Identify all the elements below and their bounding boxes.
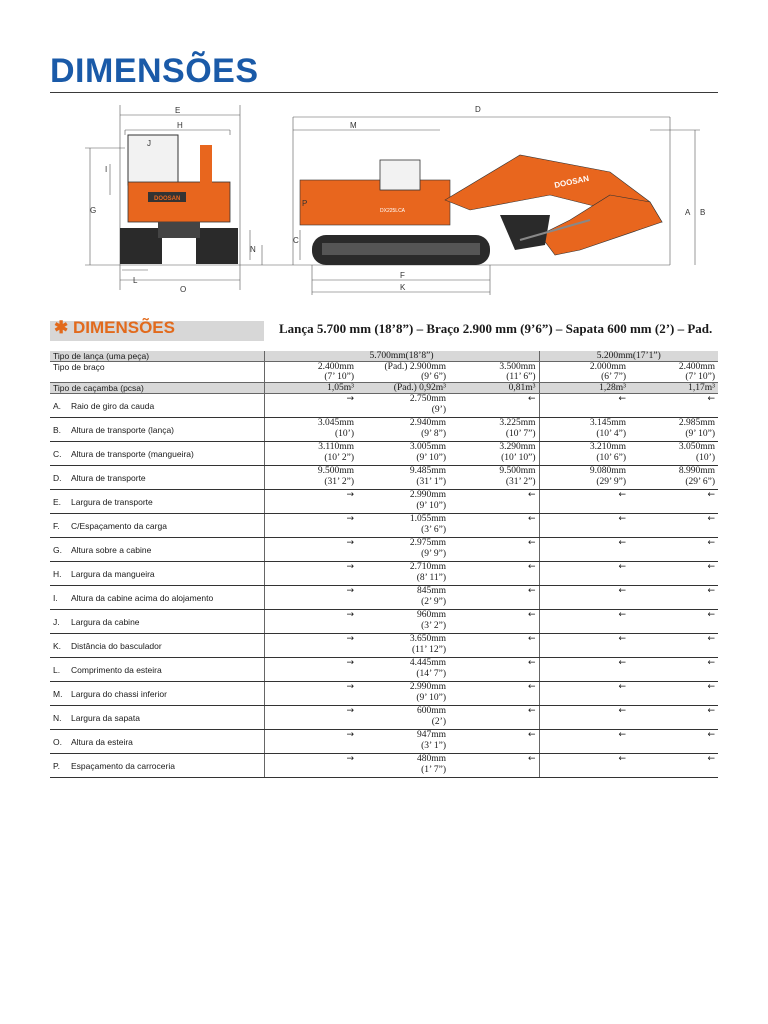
dimension-name: C/Espaçamento da carga (71, 520, 167, 531)
dimension-marker-b: B (700, 208, 706, 217)
value-imperial: (10’) (335, 429, 354, 439)
dimensions-table (50, 351, 718, 778)
dimension-letter: C. (53, 448, 62, 459)
value-imperial: (10’ 4”) (596, 429, 627, 439)
same-value-right-arrow-icon: → (264, 658, 357, 682)
dimension-value (629, 442, 718, 466)
dimension-label (50, 610, 264, 634)
same-value-left-arrow-icon: ← (629, 538, 718, 562)
dimension-letter: H. (53, 568, 62, 579)
bucket-capacity: 1,28m³ (539, 383, 629, 394)
boom-type-a: 5.700mm(18’8”) (264, 351, 539, 362)
dimension-value (357, 658, 449, 682)
same-value-left-arrow-icon: ← (629, 490, 718, 514)
dimension-value (357, 682, 449, 706)
value-imperial: (3’ 1”) (421, 741, 446, 751)
dimension-letter: E. (53, 496, 62, 507)
dimension-value (357, 538, 449, 562)
arm-length-imperial: (6’ 7”) (601, 372, 627, 382)
same-value-left-arrow-icon: ← (629, 610, 718, 634)
value-metric: 1.055mm (409, 514, 446, 524)
same-value-left-arrow-icon: ← (449, 394, 539, 418)
value-metric: 947mm (416, 730, 446, 740)
dimension-letter: A. (53, 400, 62, 411)
same-value-right-arrow-icon: → (264, 634, 357, 658)
same-value-left-arrow-icon: ← (449, 658, 539, 682)
value-metric: 4.445mm (409, 658, 446, 668)
value-metric: 3.045mm (317, 418, 354, 428)
dimension-letter: K. (53, 640, 62, 651)
table-row (50, 610, 718, 634)
dimension-value (264, 442, 357, 466)
dimension-value (629, 466, 718, 490)
boom-type-label: Tipo de lança (uma peça) (50, 351, 264, 362)
table-row (50, 418, 718, 442)
dimension-letter: I. (53, 592, 58, 603)
dimension-label (50, 658, 264, 682)
dimension-label (50, 634, 264, 658)
arm-type-value (629, 362, 718, 383)
dimension-value (357, 490, 449, 514)
same-value-right-arrow-icon: → (264, 610, 357, 634)
dimension-label (50, 562, 264, 586)
dimension-marker-d: D (475, 105, 481, 114)
same-value-left-arrow-icon: ← (449, 634, 539, 658)
same-value-left-arrow-icon: ← (629, 394, 718, 418)
dimension-value (357, 442, 449, 466)
table-row (50, 634, 718, 658)
value-imperial: (9’) (431, 405, 446, 415)
bucket-capacity: 0,81m³ (449, 383, 539, 394)
dimension-label (50, 490, 264, 514)
same-value-left-arrow-icon: ← (449, 562, 539, 586)
same-value-left-arrow-icon: ← (629, 562, 718, 586)
same-value-left-arrow-icon: ← (539, 586, 629, 610)
same-value-left-arrow-icon: ← (539, 490, 629, 514)
dimension-name: Altura da esteira (71, 736, 133, 747)
same-value-right-arrow-icon: → (264, 730, 357, 754)
dimension-marker-i: I (105, 165, 108, 174)
same-value-left-arrow-icon: ← (539, 658, 629, 682)
same-value-left-arrow-icon: ← (539, 682, 629, 706)
same-value-left-arrow-icon: ← (629, 754, 718, 778)
dimension-marker-f: F (400, 271, 405, 280)
arm-length: (Pad.) 2.900mm (384, 362, 446, 372)
dimension-label (50, 442, 264, 466)
value-metric: 2.990mm (409, 490, 446, 500)
same-value-left-arrow-icon: ← (629, 514, 718, 538)
same-value-left-arrow-icon: ← (449, 682, 539, 706)
value-metric: 2.975mm (409, 538, 446, 548)
arm-length: 2.400mm (678, 362, 716, 372)
dimension-marker-o: O (180, 285, 187, 294)
dimension-value (357, 730, 449, 754)
value-imperial: (10’) (696, 453, 716, 463)
same-value-right-arrow-icon: → (264, 490, 357, 514)
brand-logo: DOOSAN (553, 173, 590, 190)
same-value-left-arrow-icon: ← (449, 538, 539, 562)
dimension-name: Largura da cabine (71, 616, 140, 627)
table-row (50, 442, 718, 466)
value-metric: 3.290mm (499, 442, 536, 452)
dimension-marker-j: J (147, 139, 151, 148)
same-value-left-arrow-icon: ← (539, 538, 629, 562)
dimension-letter: N. (53, 712, 62, 723)
arm-length: 2.400mm (317, 362, 354, 372)
value-metric: 9.080mm (589, 466, 627, 476)
same-value-left-arrow-icon: ← (449, 730, 539, 754)
dimension-letter: F. (53, 520, 60, 531)
value-imperial: (9’ 9”) (421, 549, 446, 559)
value-imperial: (9’ 10”) (416, 501, 446, 511)
dimension-value (264, 466, 357, 490)
arm-length-imperial: (11’ 6”) (506, 372, 536, 382)
arm-length: 2.000mm (589, 362, 627, 372)
dimension-value (357, 418, 449, 442)
same-value-left-arrow-icon: ← (449, 754, 539, 778)
dimension-value (629, 418, 718, 442)
same-value-right-arrow-icon: → (264, 706, 357, 730)
value-metric: 3.225mm (499, 418, 536, 428)
dimension-value (357, 586, 449, 610)
boom-type-row (50, 351, 718, 362)
same-value-left-arrow-icon: ← (629, 730, 718, 754)
same-value-left-arrow-icon: ← (629, 634, 718, 658)
section-title: ✱ DIMENSÕES (54, 318, 175, 337)
value-imperial: (11’ 12”) (411, 645, 446, 655)
dimension-name: Espaçamento da carroceria (71, 760, 175, 771)
dimension-value (357, 394, 449, 418)
bucket-capacity: 1,17m³ (629, 383, 718, 394)
brand-logo-front: DOOSAN (154, 196, 181, 202)
same-value-left-arrow-icon: ← (539, 634, 629, 658)
dimension-value (357, 514, 449, 538)
dimension-value (539, 418, 629, 442)
value-imperial: (2’) (431, 717, 446, 727)
value-imperial: (31’ 2”) (324, 477, 354, 487)
value-metric: 600mm (416, 706, 446, 716)
table-row (50, 466, 718, 490)
dimension-marker-h: H (177, 121, 183, 130)
value-imperial: (10’ 2”) (324, 453, 354, 463)
dimension-marker-n: N (250, 245, 256, 254)
dimension-letter: D. (53, 472, 62, 483)
value-metric: 3.005mm (409, 442, 446, 452)
dimension-name: Largura da mangueira (71, 568, 155, 579)
value-imperial: (9’ 8”) (421, 429, 446, 439)
dimension-value (357, 634, 449, 658)
value-imperial: (31’ 2”) (505, 477, 536, 487)
dimension-label (50, 538, 264, 562)
dimension-label (50, 586, 264, 610)
value-metric: 3.210mm (589, 442, 627, 452)
value-metric: 2.990mm (409, 682, 446, 692)
dimension-marker-g: G (90, 206, 97, 215)
same-value-left-arrow-icon: ← (449, 490, 539, 514)
same-value-left-arrow-icon: ← (629, 682, 718, 706)
dimension-label (50, 418, 264, 442)
dimension-name: Distância do basculador (71, 640, 162, 651)
dimension-name: Altura de transporte (71, 472, 146, 483)
dimension-marker-l: L (133, 276, 138, 285)
dimension-value (449, 442, 539, 466)
title-divider (50, 92, 718, 93)
arm-length-imperial: (7’ 10”) (685, 372, 716, 382)
dimension-marker-k: K (400, 283, 406, 292)
arm-length-imperial: (7’ 10”) (324, 372, 354, 382)
dimension-value (357, 562, 449, 586)
same-value-left-arrow-icon: ← (539, 730, 629, 754)
same-value-left-arrow-icon: ← (449, 706, 539, 730)
same-value-left-arrow-icon: ← (539, 514, 629, 538)
side-view-excavator (300, 155, 662, 265)
arm-type-row (50, 362, 718, 383)
arm-type-value (449, 362, 539, 383)
same-value-left-arrow-icon: ← (449, 514, 539, 538)
value-metric: 845mm (416, 586, 446, 596)
value-metric: 9.485mm (409, 466, 446, 476)
dimension-value (357, 466, 449, 490)
dimension-marker-e: E (175, 106, 181, 115)
same-value-left-arrow-icon: ← (539, 754, 629, 778)
table-row (50, 538, 718, 562)
page-title: DIMENSÕES (50, 52, 259, 90)
value-metric: 2.750mm (409, 394, 446, 404)
value-imperial: (10’ 10”) (501, 453, 536, 463)
table-row (50, 562, 718, 586)
dimension-letter: J. (53, 616, 60, 627)
dimension-marker-c: C (293, 236, 299, 245)
dimension-label (50, 466, 264, 490)
dimension-name: Largura de transporte (71, 496, 153, 507)
dimension-value (357, 610, 449, 634)
dimension-letter: M. (53, 688, 63, 699)
table-row (50, 514, 718, 538)
value-imperial: (29’ 9”) (596, 477, 627, 487)
value-imperial: (10’ 6”) (596, 453, 627, 463)
dimension-name: Altura de transporte (mangueira) (71, 448, 194, 459)
boom-type-b: 5.200mm(17’1”) (539, 351, 718, 362)
value-imperial: (9’ 10”) (685, 429, 716, 439)
dimension-name: Altura de transporte (lança) (71, 424, 174, 435)
dimension-value (539, 466, 629, 490)
same-value-left-arrow-icon: ← (449, 610, 539, 634)
value-imperial: (3’ 2”) (421, 621, 446, 631)
value-imperial: (31’ 1”) (416, 477, 446, 487)
table-row (50, 682, 718, 706)
value-imperial: (2’ 9”) (421, 597, 446, 607)
dimension-name: Largura do chassi inferior (71, 688, 167, 699)
value-metric: 3.650mm (409, 634, 446, 644)
same-value-right-arrow-icon: → (264, 562, 357, 586)
value-imperial: (10’ 7”) (505, 429, 536, 439)
arm-length: 3.500mm (499, 362, 536, 372)
same-value-right-arrow-icon: → (264, 682, 357, 706)
model-badge: DX225LCA (380, 208, 406, 214)
value-metric: 2.940mm (409, 418, 446, 428)
value-imperial: (8’ 11”) (416, 573, 446, 583)
configuration-caption: Lança 5.700 mm (18’8”) – Braço 2.900 mm (9’6”) – Sapata 600 mm (2’) – Pad. (279, 321, 713, 336)
arm-type-label: Tipo de braço (50, 362, 264, 383)
value-metric: 3.145mm (589, 418, 627, 428)
table-row (50, 658, 718, 682)
arm-type-value (357, 362, 449, 383)
dimension-marker-m: M (350, 121, 357, 130)
dimension-value (449, 418, 539, 442)
dimension-name: Comprimento da esteira (71, 664, 162, 675)
dimension-value (264, 418, 357, 442)
bucket-capacity: 1,05m³ (264, 383, 357, 394)
dimension-label (50, 706, 264, 730)
same-value-right-arrow-icon: → (264, 754, 357, 778)
value-metric: 2.710mm (409, 562, 446, 572)
dimension-letter: L. (53, 664, 61, 675)
arm-length-imperial: (9’ 6”) (421, 372, 446, 382)
dimension-value (357, 754, 449, 778)
excavator-dimension-diagram (50, 100, 718, 310)
dimension-letter: B. (53, 424, 62, 435)
same-value-left-arrow-icon: ← (449, 586, 539, 610)
value-metric: 480mm (416, 754, 446, 764)
value-imperial: (29’ 6”) (685, 477, 716, 487)
table-row (50, 394, 718, 418)
value-metric: 9.500mm (499, 466, 536, 476)
dimension-label (50, 730, 264, 754)
value-metric: 3.110mm (318, 442, 354, 452)
same-value-right-arrow-icon: → (264, 538, 357, 562)
value-metric: 3.050mm (678, 442, 716, 452)
dimension-name: Altura da cabine acima do alojamento (71, 592, 214, 603)
same-value-right-arrow-icon: → (264, 514, 357, 538)
same-value-right-arrow-icon: → (264, 394, 357, 418)
same-value-left-arrow-icon: ← (539, 610, 629, 634)
same-value-left-arrow-icon: ← (629, 658, 718, 682)
arm-type-value (539, 362, 629, 383)
dimension-value (357, 706, 449, 730)
table-row (50, 490, 718, 514)
dimension-marker-p: P (302, 199, 308, 208)
table-row (50, 754, 718, 778)
same-value-left-arrow-icon: ← (539, 562, 629, 586)
dimension-label (50, 514, 264, 538)
same-value-left-arrow-icon: ← (539, 394, 629, 418)
same-value-left-arrow-icon: ← (539, 706, 629, 730)
same-value-left-arrow-icon: ← (629, 706, 718, 730)
value-metric: 960mm (416, 610, 446, 620)
table-row (50, 730, 718, 754)
value-imperial: (9’ 10”) (416, 693, 446, 703)
dimension-name: Altura sobre a cabine (71, 544, 152, 555)
same-value-right-arrow-icon: → (264, 586, 357, 610)
value-metric: 9.500mm (317, 466, 354, 476)
dimension-name: Largura da sapata (71, 712, 140, 723)
dimension-letter: P. (53, 760, 60, 771)
value-metric: 8.990mm (678, 466, 716, 476)
dimension-marker-a: A (685, 208, 691, 217)
value-metric: 2.985mm (678, 418, 716, 428)
dimension-label (50, 754, 264, 778)
dimension-value (449, 466, 539, 490)
dimension-letter: O. (53, 736, 62, 747)
dimension-label (50, 682, 264, 706)
same-value-left-arrow-icon: ← (629, 586, 718, 610)
bucket-type-label: Tipo de caçamba (pcsa) (50, 383, 264, 394)
value-imperial: (1’ 7”) (421, 765, 446, 775)
value-imperial: (3’ 6”) (421, 525, 446, 535)
dimension-label (50, 394, 264, 418)
table-row (50, 706, 718, 730)
table-row (50, 586, 718, 610)
dimension-letter: G. (53, 544, 62, 555)
bucket-type-row (50, 383, 718, 394)
dimension-name: Raio de giro da cauda (71, 400, 155, 411)
bucket-capacity: (Pad.) 0,92m³ (357, 383, 449, 394)
value-imperial: (14’ 7”) (416, 669, 446, 679)
dimension-value (539, 442, 629, 466)
value-imperial: (9’ 10”) (416, 453, 446, 463)
arm-type-value (264, 362, 357, 383)
